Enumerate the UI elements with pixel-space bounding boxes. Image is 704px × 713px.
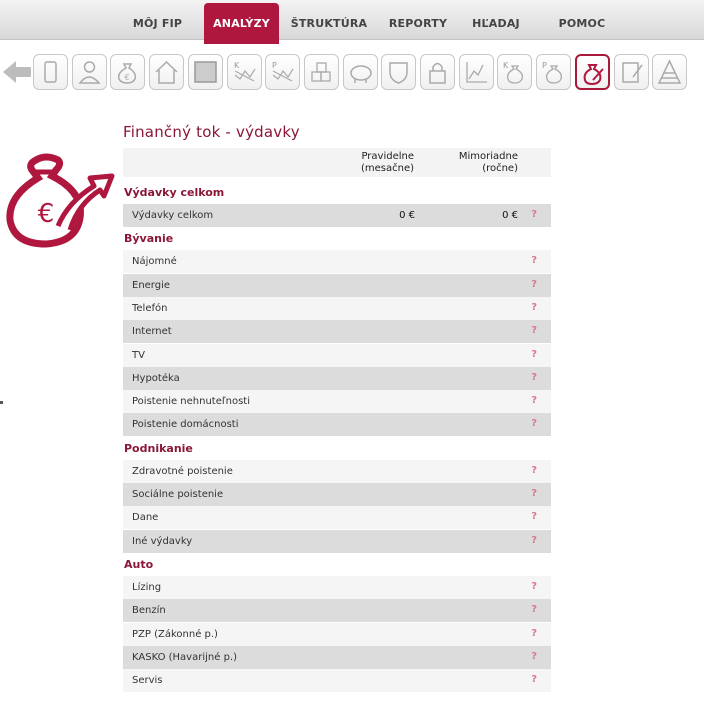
table-row[interactable] — [123, 506, 551, 529]
table-row[interactable] — [123, 576, 551, 599]
help-icon[interactable]: ? — [531, 511, 537, 523]
icon-button-bag-k[interactable] — [497, 54, 532, 90]
side-marker — [0, 401, 3, 404]
person-icon — [77, 59, 102, 85]
row-label: Lízing — [132, 581, 162, 593]
help-icon[interactable]: ? — [531, 255, 537, 267]
note-edit-icon — [619, 59, 644, 85]
screen-icon — [193, 59, 218, 85]
row-label: Nájomné — [132, 256, 177, 268]
bag-p-icon — [541, 59, 566, 85]
col-extra-sub: (ročne) — [482, 163, 518, 174]
row-label: Hypotéka — [132, 372, 180, 384]
pyramid-icon — [657, 59, 682, 85]
svg-text:K: K — [233, 61, 239, 70]
col-regular-label: Pravidelne — [361, 151, 414, 162]
help-icon[interactable]: ? — [531, 674, 537, 686]
nav-analyzy[interactable]: ANALÝZY — [204, 3, 279, 44]
table-row[interactable] — [123, 413, 551, 436]
svg-text:P: P — [542, 61, 547, 70]
line-chart-icon — [464, 59, 489, 85]
help-icon[interactable]: ? — [531, 325, 537, 337]
col-extra-label: Mimoriadne — [458, 151, 518, 162]
row-label: KASKO (Havarijné p.) — [132, 651, 237, 663]
table-row[interactable] — [123, 623, 551, 646]
col-regular-sub: (mesačne) — [360, 163, 414, 174]
icon-button-lock[interactable] — [420, 54, 455, 90]
help-icon[interactable]: ? — [531, 301, 537, 313]
table-row[interactable] — [123, 530, 551, 553]
section-heading: Výdavky celkom — [124, 186, 225, 199]
table-row[interactable] — [123, 646, 551, 669]
row-label: Poistenie nehnuteľnosti — [132, 396, 250, 408]
money-bag-icon — [115, 59, 140, 85]
svg-text:P: P — [272, 61, 278, 70]
piggy-bank-icon — [348, 59, 373, 85]
table-row[interactable] — [123, 669, 551, 692]
phone-icon — [38, 59, 63, 85]
row-label: Dane — [132, 512, 159, 524]
lock-icon — [425, 59, 450, 85]
table-row[interactable] — [123, 320, 551, 343]
table-row[interactable] — [123, 274, 551, 297]
nav-hladaj[interactable]: HĽADAJ — [472, 17, 520, 30]
section-heading: Auto — [124, 557, 154, 571]
chart-p-icon — [270, 59, 295, 85]
table-header — [123, 148, 551, 177]
help-icon[interactable]: ? — [531, 209, 537, 220]
blocks-icon — [309, 59, 334, 85]
section-heading: Podnikanie — [124, 441, 193, 455]
house-icon — [154, 59, 179, 85]
help-icon[interactable]: ? — [531, 371, 537, 383]
nav-reporty[interactable]: REPORTY — [388, 17, 448, 30]
table-row[interactable] — [123, 297, 551, 320]
page-title: Finančný tok - výdavky — [123, 123, 300, 141]
back-arrow-icon[interactable] — [3, 59, 31, 85]
help-icon[interactable]: ? — [531, 395, 537, 407]
row-label: Servis — [132, 675, 163, 687]
svg-text:€: € — [124, 73, 130, 82]
regular-value: 0 € — [399, 210, 415, 221]
row-label: Iné výdavky — [132, 535, 193, 547]
nav-moj-fip[interactable]: MÔJ FIP — [132, 17, 183, 30]
help-icon[interactable]: ? — [531, 604, 537, 616]
table-row[interactable] — [123, 344, 551, 367]
table-row[interactable] — [123, 250, 551, 273]
row-label: TV — [132, 349, 145, 361]
icon-button-piggy-bank[interactable] — [343, 54, 378, 90]
help-icon[interactable]: ? — [531, 534, 537, 546]
extra-value: 0 € — [502, 210, 518, 221]
expense-bag-icon — [581, 60, 606, 86]
shield-icon — [386, 59, 411, 85]
icon-button-pyramid[interactable] — [652, 54, 687, 90]
svg-text:K: K — [503, 61, 509, 70]
icon-button-shield[interactable] — [381, 54, 416, 90]
row-label: Výdavky celkom — [132, 210, 214, 221]
table-row[interactable] — [123, 390, 551, 413]
row-label: PZP (Zákonné p.) — [132, 628, 218, 640]
help-icon[interactable]: ? — [531, 650, 537, 662]
help-icon[interactable]: ? — [531, 464, 537, 476]
table-row[interactable] — [123, 204, 551, 227]
help-icon[interactable]: ? — [531, 627, 537, 639]
icon-button-chart-p[interactable] — [265, 54, 300, 90]
row-label: Sociálne poistenie — [132, 489, 224, 500]
help-icon[interactable]: ? — [531, 580, 537, 592]
icon-button-person[interactable] — [72, 54, 107, 90]
expense-money-bag-icon — [6, 152, 118, 248]
row-label: Telefón — [132, 302, 168, 314]
section-heading: Bývanie — [124, 232, 174, 246]
chart-k-icon — [232, 59, 257, 85]
icon-button-note-edit[interactable] — [614, 54, 649, 90]
icon-button-expense-bag[interactable] — [575, 54, 610, 90]
icon-button-chart-k[interactable] — [227, 54, 262, 90]
nav-struktura[interactable]: ŠTRUKTÚRA — [290, 17, 368, 30]
icon-button-phone[interactable] — [33, 54, 68, 90]
table-row[interactable] — [123, 367, 551, 390]
row-label: Poistenie domácnosti — [132, 419, 239, 431]
help-icon[interactable]: ? — [531, 348, 537, 360]
row-label: Energie — [132, 279, 171, 291]
analysis-icon-bar — [0, 52, 704, 92]
icon-button-money-bag[interactable] — [110, 54, 145, 90]
col-extra-header — [459, 151, 518, 175]
icon-button-bag-p[interactable] — [536, 54, 571, 90]
row-label: Zdravotné poistenie — [132, 465, 233, 477]
help-icon[interactable]: ? — [531, 488, 537, 499]
help-icon[interactable]: ? — [531, 278, 537, 290]
top-navigation — [0, 0, 704, 40]
icon-button-house[interactable] — [149, 54, 184, 90]
svg-text:€: € — [37, 199, 55, 229]
row-label: Internet — [132, 326, 172, 338]
table-row[interactable] — [123, 483, 551, 506]
col-regular-header — [361, 151, 414, 175]
table-row[interactable] — [123, 599, 551, 622]
icon-button-line-chart[interactable] — [459, 54, 494, 90]
icon-button-screen[interactable] — [188, 54, 223, 90]
row-label: Benzín — [132, 605, 166, 617]
icon-button-blocks[interactable] — [304, 54, 339, 90]
table-row[interactable] — [123, 460, 551, 483]
help-icon[interactable]: ? — [531, 418, 537, 430]
bag-k-icon — [502, 59, 527, 85]
nav-pomoc[interactable]: POMOC — [558, 17, 606, 30]
